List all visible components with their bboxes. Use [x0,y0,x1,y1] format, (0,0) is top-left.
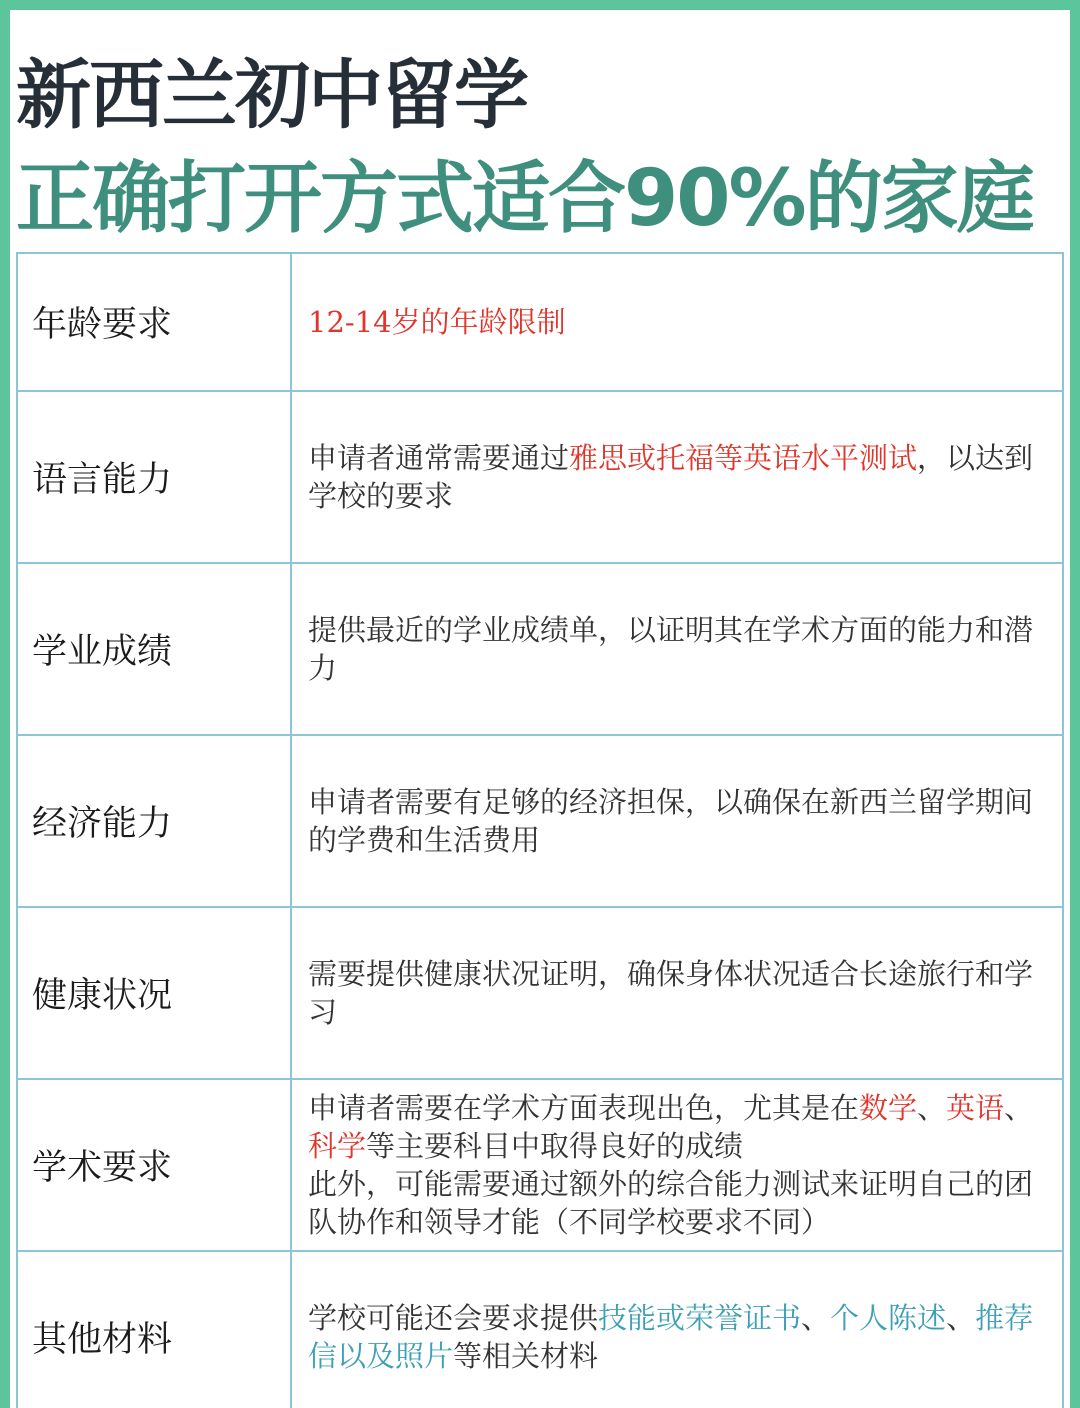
body-text: 、 [1004,1091,1034,1125]
table-row [17,735,1063,907]
highlight-text: 推荐信以及照片 [308,1301,1034,1373]
row-label-health: 健康状况 [17,907,291,1079]
row-content-age [291,253,1063,391]
row-label-age: 年龄要求 [17,253,291,391]
body-text: 申请者需要在学术方面表现出色，尤其是在 [308,1091,860,1125]
row-content-language [291,391,1063,563]
table-row [17,391,1063,563]
row-label-other: 其他材料 [17,1251,291,1408]
body-text: 提供最近的学业成绩单，以证明其在学术方面的能力和潜力 [308,613,1034,685]
highlight-text: 科学 [308,1129,367,1163]
body-text: 申请者需要有足够的经济担保，以确保在新西兰留学期间的学费和生活费用 [308,785,1034,857]
title-line-2: 正确打开方式适合90%的家庭 [16,154,1033,244]
row-content-other [291,1251,1063,1408]
table-row [17,1251,1063,1408]
highlight-text: 12-14岁的年龄限制 [308,305,566,339]
body-text: 学校可能还会要求提供 [308,1301,599,1335]
highlight-text: 个人陈述 [830,1301,947,1335]
body-text: 等主要科目中取得良好的成绩 [366,1129,744,1163]
table-row [17,907,1063,1079]
row-content-grades [291,563,1063,735]
highlight-text: 雅思或托福等英语水平测试 [569,441,918,475]
row-label-academic: 学术要求 [17,1079,291,1251]
highlight-text: 数学 [859,1091,918,1125]
requirements-table [16,252,1064,1408]
body-text: 此外，可能需要通过额外的综合能力测试来证明自己的团队协作和领导才能（不同学校要求不同） [308,1167,1034,1239]
body-text: ，以达到学校的要求 [308,441,1034,513]
table-row [17,563,1063,735]
body-text: 申请者通常需要通过 [308,441,570,475]
body-text: 等相关材料 [453,1339,599,1373]
body-text: 、 [917,1091,947,1125]
row-content-finance [291,735,1063,907]
body-text: 、 [946,1301,976,1335]
row-label-language: 语言能力 [17,391,291,563]
row-content-academic [291,1079,1063,1251]
table-row [17,253,1063,391]
title-line-1: 新西兰初中留学 [16,51,528,139]
body-text: 、 [801,1301,831,1335]
row-content-health [291,907,1063,1079]
highlight-text: 英语 [946,1091,1005,1125]
row-label-finance: 经济能力 [17,735,291,907]
poster-card [10,10,1070,1408]
table-row [17,1079,1063,1251]
body-text: 需要提供健康状况证明，确保身体状况适合长途旅行和学习 [308,957,1034,1029]
row-label-grades: 学业成绩 [17,563,291,735]
highlight-text: 技能或荣誉证书 [598,1301,802,1335]
